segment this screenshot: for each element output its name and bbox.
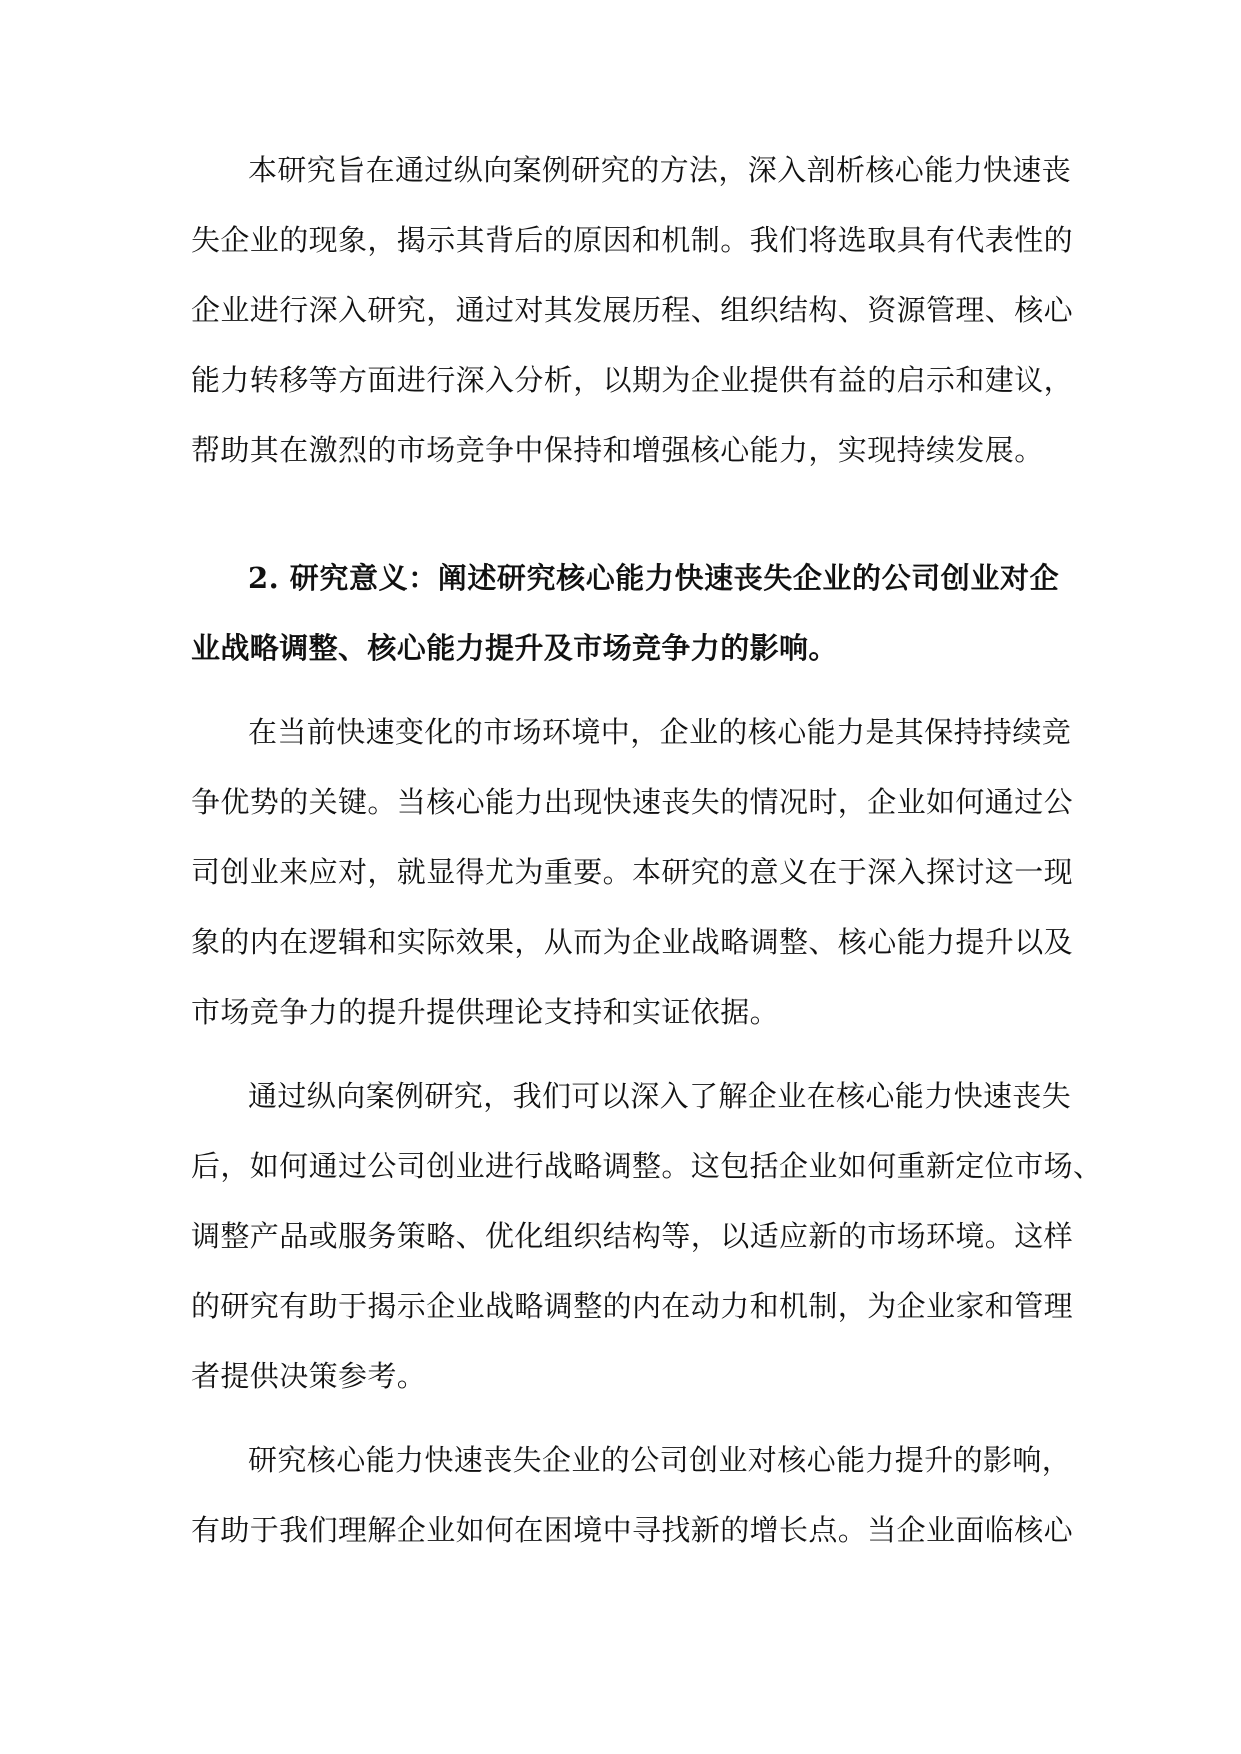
- paragraph-4-line-1: 研究核心能力快速丧失企业的公司创业对核心能力提升的影响，: [248, 1443, 1072, 1477]
- paragraph-3-line-1: 通过纵向案例研究，我们可以深入了解企业在核心能力快速丧失: [248, 1079, 1072, 1113]
- paragraph-3-line-4: 的研究有助于揭示企业战略调整的内在动力和机制，为企业家和管理: [191, 1289, 1074, 1323]
- paragraph-2-line-3: 司创业来应对，就显得尤为重要。本研究的意义在于深入探讨这一现: [191, 855, 1074, 889]
- section-heading-line-2: 业战略调整、核心能力提升及市场竞争力的影响。: [191, 631, 838, 665]
- paragraph-4-line-2: 有助于我们理解企业如何在困境中寻找新的增长点。当企业面临核心: [191, 1513, 1074, 1547]
- paragraph-1-line-5: 帮助其在激烈的市场竞争中保持和增强核心能力，实现持续发展。: [191, 433, 1044, 467]
- paragraph-2-line-4: 象的内在逻辑和实际效果，从而为企业战略调整、核心能力提升以及: [191, 925, 1074, 959]
- paragraph-1-line-3: 企业进行深入研究，通过对其发展历程、组织结构、资源管理、核心: [191, 293, 1074, 327]
- paragraph-3-line-2: 后，如何通过公司创业进行战略调整。这包括企业如何重新定位市场、: [191, 1149, 1103, 1183]
- paragraph-2-line-2: 争优势的关键。当核心能力出现快速丧失的情况时，企业如何通过公: [191, 785, 1074, 819]
- paragraph-1-line-2: 失企业的现象，揭示其背后的原因和机制。我们将选取具有代表性的: [191, 223, 1074, 257]
- paragraph-3-line-3: 调整产品或服务策略、优化组织结构等，以适应新的市场环境。这样: [191, 1219, 1074, 1253]
- section-heading-line-1: 2. 研究意义：阐述研究核心能力快速丧失企业的公司创业对企: [248, 561, 1059, 595]
- paragraph-1-line-1: 本研究旨在通过纵向案例研究的方法，深入剖析核心能力快速丧: [248, 153, 1072, 187]
- paragraph-2-line-1: 在当前快速变化的市场环境中，企业的核心能力是其保持持续竞: [248, 715, 1072, 749]
- paragraph-1-line-4: 能力转移等方面进行深入分析，以期为企业提供有益的启示和建议，: [191, 363, 1074, 397]
- paragraph-3-line-5: 者提供决策参考。: [191, 1359, 427, 1393]
- paragraph-2-line-5: 市场竞争力的提升提供理论支持和实证依据。: [191, 995, 780, 1029]
